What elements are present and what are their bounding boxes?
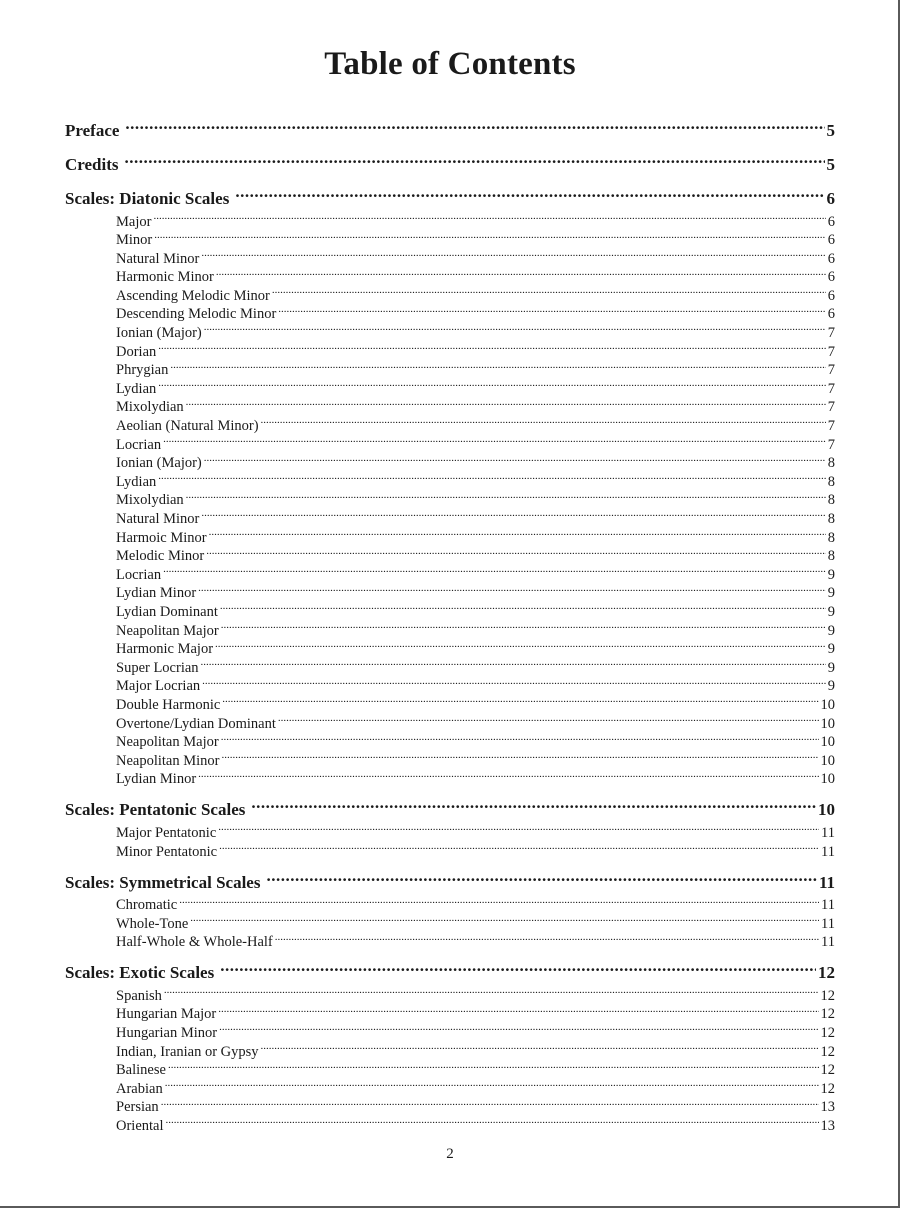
dot-leader — [179, 895, 819, 910]
dot-leader — [222, 750, 819, 765]
toc-entry-title: Major Pentatonic — [116, 824, 217, 841]
toc-entry-page: 11 — [821, 915, 835, 932]
toc-entry-page: 7 — [827, 362, 835, 379]
dot-leader — [166, 1116, 819, 1131]
toc-entry[interactable] — [116, 750, 835, 769]
toc-entry[interactable] — [116, 211, 835, 230]
dot-leader — [201, 657, 826, 672]
toc-entry-title: Overtone/Lydian Dominant — [116, 715, 276, 732]
toc-section-heading[interactable] — [65, 961, 835, 985]
toc-entry[interactable] — [116, 323, 835, 342]
toc-entry[interactable] — [116, 1078, 835, 1097]
toc-entry[interactable] — [116, 471, 835, 490]
toc-entry-page: 12 — [820, 987, 835, 1004]
toc-section-heading[interactable] — [65, 798, 835, 822]
toc-entry-page: 9 — [827, 566, 835, 583]
toc-entry[interactable] — [116, 304, 835, 323]
toc-entry-title: Hungarian Major — [116, 1006, 217, 1023]
toc-entry[interactable] — [116, 1023, 835, 1042]
toc-entry[interactable] — [116, 639, 835, 658]
dot-leader — [204, 323, 826, 338]
dot-leader — [186, 490, 826, 505]
toc-entry-page: 8 — [827, 455, 835, 472]
toc-entry-title: Lydian Minor — [116, 585, 197, 602]
table-of-contents — [65, 119, 835, 1145]
dot-leader — [215, 639, 826, 654]
dot-leader — [201, 509, 825, 524]
toc-entry-page: 12 — [820, 1025, 835, 1042]
dot-leader — [202, 676, 826, 691]
toc-entry-page: 9 — [827, 585, 835, 602]
toc-entry-page: 8 — [827, 548, 835, 565]
toc-entry-title: Major Locrian — [116, 678, 201, 695]
dot-leader — [261, 1041, 819, 1056]
dot-leader — [220, 601, 826, 616]
toc-section-title: Scales: Exotic Scales — [65, 963, 215, 983]
toc-entry[interactable] — [116, 841, 835, 860]
toc-entry-title: Mixolydian — [116, 399, 184, 416]
toc-entry[interactable] — [116, 932, 835, 951]
dot-leader — [164, 985, 819, 1000]
toc-entry-page: 10 — [820, 734, 835, 751]
dot-leader — [219, 841, 819, 856]
toc-section-title: Scales: Symmetrical Scales — [65, 872, 261, 892]
dot-leader — [204, 453, 826, 468]
toc-entry[interactable] — [116, 509, 835, 528]
toc-entry[interactable] — [116, 1004, 835, 1023]
toc-section-title: Scales: Diatonic Scales — [65, 189, 230, 208]
toc-entry-page: 12 — [820, 1080, 835, 1097]
dot-leader — [275, 932, 819, 947]
dot-leader — [278, 713, 819, 728]
toc-entry-page: 11 — [821, 824, 835, 841]
toc-section-heading[interactable] — [65, 871, 835, 895]
toc-entry-title: Spanish — [116, 987, 162, 1004]
dot-leader — [161, 1097, 819, 1112]
toc-entry[interactable] — [116, 434, 835, 453]
toc-entry[interactable] — [116, 564, 835, 583]
toc-entry[interactable] — [116, 713, 835, 732]
toc-entry-title: Locrian — [116, 566, 162, 583]
toc-section-heading[interactable] — [65, 187, 835, 211]
dot-leader — [218, 1004, 818, 1019]
toc-entry-title: Major — [116, 213, 152, 230]
dot-leader — [163, 434, 826, 449]
toc-section — [65, 961, 835, 1134]
toc-entry-page: 10 — [820, 715, 835, 732]
dot-leader — [198, 583, 826, 598]
toc-section-page: 10 — [818, 800, 835, 820]
dot-leader — [158, 378, 825, 393]
toc-entry-title: Balinese — [116, 1062, 166, 1079]
toc-section-page: 11 — [818, 872, 835, 892]
toc-entry-page: 8 — [827, 492, 835, 509]
toc-entry-page: 6 — [827, 287, 835, 304]
toc-entry-list — [65, 822, 835, 859]
toc-entry-page: 7 — [827, 436, 835, 453]
dot-leader — [272, 285, 826, 300]
toc-entry[interactable] — [116, 694, 835, 713]
toc-entry[interactable] — [116, 601, 835, 620]
toc-entry[interactable] — [116, 732, 835, 751]
toc-entry[interactable] — [116, 895, 835, 914]
toc-entry-title: Chromatic — [116, 897, 178, 914]
toc-entry[interactable] — [116, 285, 835, 304]
toc-entry-list — [65, 211, 835, 787]
toc-entry-page: 13 — [820, 1099, 835, 1116]
dot-leader — [206, 546, 826, 561]
toc-entry[interactable] — [116, 822, 835, 841]
toc-section-page: 5 — [826, 121, 835, 140]
toc-entry-title: Descending Melodic Minor — [116, 306, 277, 323]
toc-entry-title: Natural Minor — [116, 250, 200, 267]
toc-entry-page: 10 — [820, 752, 835, 769]
toc-entry-page: 9 — [827, 603, 835, 620]
toc-entry[interactable] — [116, 546, 835, 565]
toc-entry[interactable] — [116, 583, 835, 602]
toc-entry[interactable] — [116, 267, 835, 286]
dot-leader — [261, 416, 826, 431]
toc-entry-title: Whole-Tone — [116, 915, 189, 932]
toc-entry[interactable] — [116, 341, 835, 360]
dot-leader — [220, 961, 816, 978]
toc-entry[interactable] — [116, 1041, 835, 1060]
toc-entry-title: Hungarian Minor — [116, 1025, 218, 1042]
dot-leader — [219, 1023, 818, 1038]
toc-entry-title: Melodic Minor — [116, 548, 205, 565]
toc-entry-title: Aeolian (Natural Minor) — [116, 418, 259, 435]
dot-leader — [158, 471, 825, 486]
toc-entry-page: 9 — [827, 678, 835, 695]
dot-leader — [186, 397, 826, 412]
toc-section-page: 5 — [826, 155, 835, 174]
toc-entry-page: 11 — [821, 897, 835, 914]
dot-leader — [209, 527, 826, 542]
toc-entry-title: Lydian Dominant — [116, 603, 218, 620]
toc-entry-page: 8 — [827, 511, 835, 527]
toc-entry[interactable] — [116, 769, 835, 788]
dot-leader — [251, 798, 816, 815]
toc-entry-page: 6 — [827, 269, 835, 286]
toc-entry[interactable] — [116, 1060, 835, 1079]
toc-entry-title: Harmoic Minor — [116, 529, 207, 546]
toc-section — [65, 153, 835, 177]
toc-entry-list — [65, 985, 835, 1134]
toc-entry-title: Harmonic Major — [116, 641, 214, 658]
page-number: 2 — [446, 1146, 454, 1162]
dot-leader — [235, 187, 824, 204]
toc-entry[interactable] — [116, 378, 835, 397]
toc-entry-title: Super Locrian — [116, 659, 199, 676]
toc-entry-page: 11 — [821, 843, 835, 860]
toc-entry-title: Ascending Melodic Minor — [116, 287, 270, 304]
toc-entry[interactable] — [116, 397, 835, 416]
dot-leader — [125, 153, 825, 170]
toc-entry[interactable] — [116, 676, 835, 695]
toc-entry-page: 9 — [827, 622, 835, 639]
toc-entry-page: 9 — [827, 641, 835, 658]
toc-entry-title: Minor — [116, 232, 153, 249]
toc-entry[interactable] — [116, 527, 835, 546]
toc-entry-page: 6 — [827, 232, 835, 249]
toc-section-title: Scales: Pentatonic Scales — [65, 800, 246, 820]
toc-entry[interactable] — [116, 248, 835, 267]
toc-entry-title: Ionian (Major) — [116, 455, 202, 472]
dot-leader — [218, 822, 819, 837]
toc-entry[interactable] — [116, 620, 835, 639]
dot-leader — [266, 871, 816, 888]
toc-section-title: Preface — [65, 121, 120, 140]
toc-entry-title: Dorian — [116, 343, 157, 360]
dot-leader — [163, 564, 826, 579]
dot-leader — [216, 267, 826, 282]
toc-entry-title: Indian, Iranian or Gypsy — [116, 1043, 259, 1060]
toc-section-page: 12 — [818, 963, 835, 983]
toc-entry-page: 6 — [827, 250, 835, 267]
dot-leader — [222, 694, 818, 709]
toc-entry-page: 7 — [827, 343, 835, 360]
toc-entry[interactable] — [116, 1116, 835, 1135]
dot-leader — [201, 248, 825, 263]
toc-entry-page: 7 — [827, 380, 835, 397]
toc-section-heading[interactable] — [65, 119, 835, 143]
toc-entry-page: 7 — [827, 418, 835, 435]
toc-entry-title: Lydian — [116, 473, 157, 490]
dot-leader — [165, 1078, 819, 1093]
dot-leader — [221, 732, 819, 747]
toc-entry-title: Neapolitan Major — [116, 734, 219, 751]
toc-entry-page: 9 — [827, 659, 835, 676]
toc-entry-page: 12 — [820, 1043, 835, 1060]
toc-entry-title: Ionian (Major) — [116, 325, 202, 342]
toc-entry-title: Lydian — [116, 380, 157, 397]
dot-leader — [170, 360, 825, 375]
toc-entry-title: Double Harmonic — [116, 696, 221, 713]
toc-entry-title: Minor Pentatonic — [116, 843, 218, 860]
toc-entry[interactable] — [116, 913, 835, 932]
dot-leader — [154, 230, 826, 245]
toc-section-title: Credits — [65, 155, 119, 174]
toc-entry[interactable] — [116, 1097, 835, 1116]
toc-entry-page: 10 — [820, 696, 835, 713]
dot-leader — [198, 769, 818, 784]
toc-entry-title: Neapolitan Minor — [116, 752, 220, 769]
dot-leader — [278, 304, 825, 319]
toc-entry-title: Lydian Minor — [116, 771, 197, 788]
toc-entry-title: Mixolydian — [116, 492, 184, 509]
dot-leader — [153, 211, 825, 226]
toc-section — [65, 798, 835, 859]
toc-entry-title: Phrygian — [116, 362, 169, 379]
dot-leader — [158, 341, 825, 356]
toc-section — [65, 871, 835, 951]
toc-entry-title: Half-Whole & Whole-Half — [116, 934, 273, 951]
toc-entry[interactable] — [116, 360, 835, 379]
toc-entry-page: 10 — [820, 771, 835, 788]
toc-entry-title: Neapolitan Major — [116, 622, 219, 639]
toc-entry-page: 11 — [821, 934, 835, 951]
toc-entry-page: 12 — [820, 1062, 835, 1079]
toc-entry-title: Locrian — [116, 436, 162, 453]
toc-entry-page: 6 — [827, 213, 835, 230]
page-title: Table of Contents — [324, 46, 576, 82]
dot-leader — [125, 119, 824, 136]
toc-entry[interactable] — [116, 985, 835, 1004]
toc-entry-page: 7 — [827, 325, 835, 342]
toc-entry-title: Arabian — [116, 1080, 163, 1097]
toc-section-page: 6 — [826, 189, 835, 208]
toc-section-heading[interactable] — [65, 153, 835, 177]
dot-leader — [190, 913, 819, 928]
toc-entry[interactable] — [116, 230, 835, 249]
toc-entry[interactable] — [116, 416, 835, 435]
toc-entry-list — [65, 895, 835, 951]
toc-entry-title: Persian — [116, 1099, 159, 1116]
toc-section — [65, 119, 835, 143]
toc-entry-title: Harmonic Minor — [116, 269, 214, 286]
toc-entry[interactable] — [116, 657, 835, 676]
toc-section — [65, 187, 835, 787]
dot-leader — [168, 1060, 819, 1075]
toc-entry-page: 7 — [827, 399, 835, 416]
toc-entry-page: 13 — [820, 1118, 835, 1135]
toc-entry[interactable] — [116, 490, 835, 509]
toc-entry[interactable] — [116, 453, 835, 472]
toc-entry-title: Oriental — [116, 1118, 164, 1135]
toc-entry-title: Natural Minor — [116, 511, 200, 527]
toc-entry-page: 6 — [827, 306, 835, 323]
toc-entry-page: 8 — [827, 529, 835, 546]
toc-entry-page: 8 — [827, 473, 835, 490]
dot-leader — [221, 620, 826, 635]
toc-entry-page: 12 — [820, 1006, 835, 1023]
